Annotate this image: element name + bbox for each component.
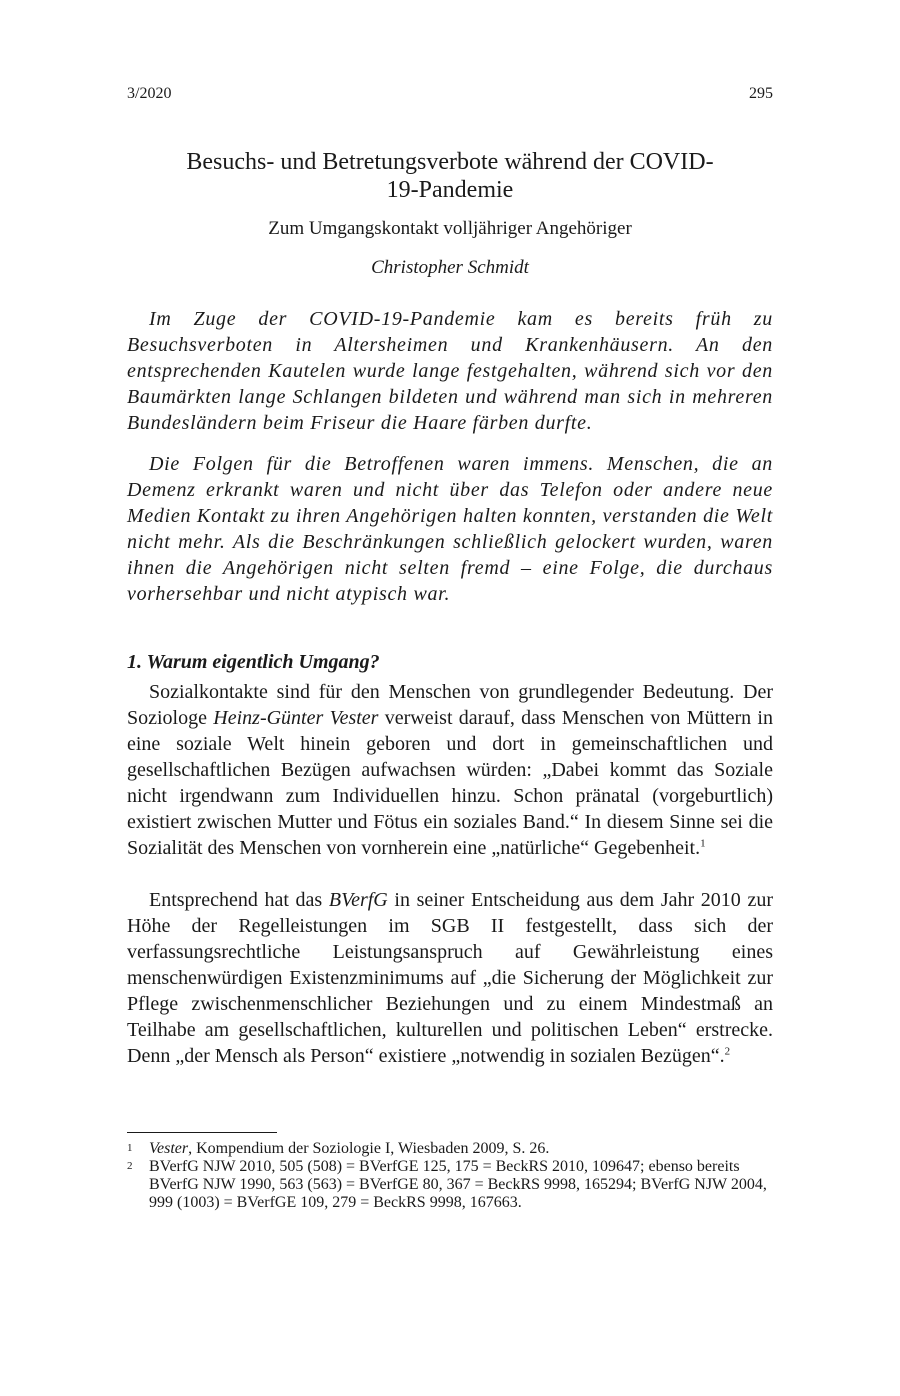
body-paragraph-2-text-a: Entsprechend hat das <box>149 889 329 911</box>
article-title-line-2: 19-Pandemie <box>386 177 514 203</box>
article-title-line-1: Besuchs- und Betretungsverbote während der COVID- <box>186 149 714 175</box>
issue-number: 3/2020 <box>127 85 172 102</box>
body-paragraph-1-text-a: Sozialkontakte sind für den Menschen von grundlegender Bedeutung. Der Soziologe <box>127 681 773 729</box>
body-paragraph-2-text-b: in seiner Entscheidung aus dem Jahr 2010 zur Höhe der Regelleistungen im SGB II festgestellt, dass sich der verfassungsrechtliche Leistungsanspruch auf Gewährleistung eines menschenwürdigen Existenzminimums auf „die Sicherung der Möglichkeit zur Pflege zwischenmenschlicher Beziehungen und zu einem Mindestmaß an Teilhabe am gesellschaftlichen, kulturellen und politischen Leben“ erstrecke. Denn „der Mensch als Person“ existiere „notwendig in sozialen Bezügen“. <box>127 889 773 1067</box>
footnote-1-body: , Kompendium der Soziologie I, Wiesbaden 2009, S. 26. <box>188 1140 550 1157</box>
section-heading: 1. Warum eigentlich Umgang? <box>127 651 380 673</box>
footnote-ref-1[interactable]: 1 <box>700 837 706 850</box>
footnote-separator <box>127 1132 277 1133</box>
author-name-vester: Heinz-Günter Vester <box>213 707 379 729</box>
footnote-2-text: BVerfG NJW 2010, 505 (508) = BVerfGE 125, 175 = BeckRS 2010, 109647; ebenso bereits BVerfG NJW 1990, 563 (563) = BVerfGE 80, 367 = BeckRS 9998, 165294; BVerfG NJW 2004, 999 (1003) = BVerfGE 109, 279 = BeckRS 9998, 167663. <box>149 1158 767 1211</box>
footnote-1-text <box>149 1140 779 1158</box>
article-title <box>127 148 773 204</box>
article-author: Christopher Schmidt <box>371 257 529 278</box>
abstract-paragraph-1: Im Zuge der COVID-19-Pandemie kam es bereits früh zu Besuchsverboten in Altersheimen und Krankenhäusern. An den entsprechenden Kautelen wurde lange festgehalten, während sich vor den Baumärkten lange Schlangen bildeten und während man sich in mehreren Bundesländern beim Friseur die Haare färben durfte. <box>127 308 773 434</box>
abstract-paragraph-2: Die Folgen für die Betroffenen waren immens. Menschen, die an Demenz erkrankt waren und nicht über das Telefon oder andere neue Medien Kontakt zu ihren Angehörigen halten konnten, verstanden die Welt nicht mehr. Als die Beschränkungen schließlich gelockert wurden, waren ihnen die Angehörigen nicht selten fremd – eine Folge, die durchaus vorhersehbar und nicht atypisch war. <box>127 453 773 605</box>
footnote-1-author: Vester <box>149 1140 189 1157</box>
court-name-bverfg: BVerfG <box>328 889 388 911</box>
article-subtitle: Zum Umgangskontakt volljähriger Angehöriger <box>268 218 632 239</box>
footnote-ref-2[interactable]: 2 <box>724 1045 731 1058</box>
footnote-2 <box>127 1158 773 1212</box>
footnote-1 <box>127 1140 773 1158</box>
page-number: 295 <box>749 85 773 102</box>
body-paragraph-1 <box>127 679 773 861</box>
footnote-1-number: 1 <box>127 1142 133 1154</box>
body-paragraph-1-text-b: verweist darauf, dass Menschen von Müttern in eine soziale Welt hinein geboren und dort in gemeinschaftlichen und gesellschaftlichen Bezügen aufwachsen würden: „Dabei kommt das Soziale nicht irgendwann zum Individuellen hinzu. Schon pränatal (vorgeburtlich) existiert zwischen Mutter und Fötus ein soziales Band.“ In diesem Sinne sei die Sozialität des Menschen von vornherein eine „natürliche“ Gegebenheit. <box>127 707 773 859</box>
body-paragraph-2 <box>127 887 773 1069</box>
footnote-2-number: 2 <box>127 1160 133 1172</box>
